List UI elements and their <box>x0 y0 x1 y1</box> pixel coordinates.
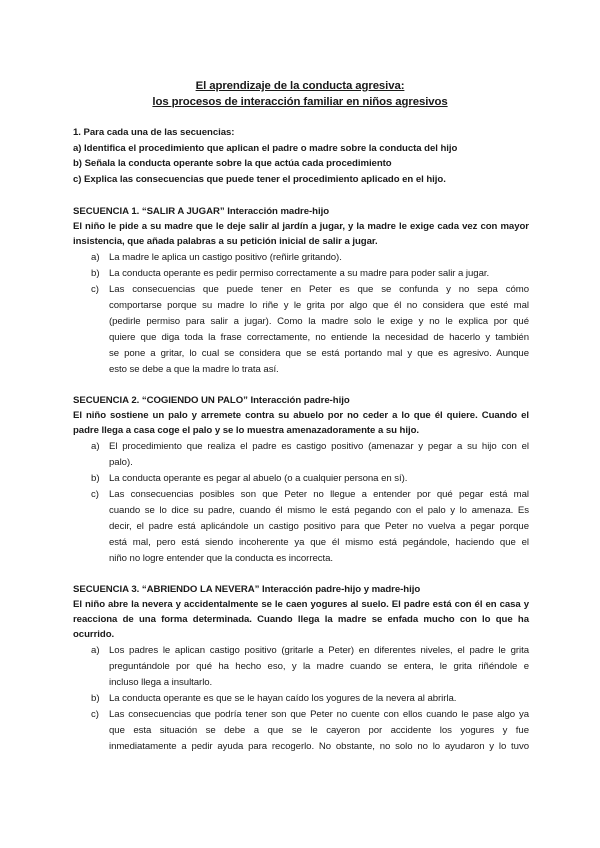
sequence-3-item-a-line: preguntándole por qué ha hecho eso, y la madre cuando se entera, le grita riñéndole e <box>109 661 529 672</box>
sequence-2-item-c-line: niño no logre entender que la conducta es incorrecta. <box>109 553 334 564</box>
sequence-3-description-line-3: ocurrido. <box>73 629 115 640</box>
sequence-3-item-c-line: Las consecuencias que podría tener son que Peter no cuente con ellos cuando le pase algo ya <box>109 709 529 720</box>
sequence-3-description-line-1: El niño abre la nevera y accidentalmente se le caen yogures al suelo. El padre está con él en casa y <box>73 599 529 610</box>
list-marker: b) <box>91 693 100 704</box>
sequence-1-description-line-1: El niño le pide a su madre que le deje salir al jardín a jugar, y la madre le exige cada vez con mayor <box>73 221 529 232</box>
sequence-1-item-c-line: (pedirle permiso para salir a jugar). Como la madre solo le exige y no le explica por qué <box>109 316 529 327</box>
sequence-1-heading <box>73 206 329 218</box>
sequence-2-description-line-2: padre llega a casa coge el palo y se lo muestra amenazadoramente a su hijo. <box>73 425 420 436</box>
sequence-3-item-a-line: incluso llega a insultarlo. <box>109 677 213 688</box>
sequence-1-item-c-line: Las consecuencias que puede tener en Peter es que se confunda y no sepa cómo <box>109 284 529 295</box>
list-marker: c) <box>91 709 99 720</box>
sequence-1-item-c-line: se pone a gritar, lo cual se considera que se está portando mal y que es agresivo. Aunque <box>109 348 529 359</box>
sequence-1-title: SECUENCIA 1. “SALIR A JUGAR” <box>73 206 225 217</box>
sequence-2-heading <box>73 395 350 407</box>
sequence-3-item-b: La conducta operante es que se le hayan caído los yogures de la nevera al abrirla. <box>109 693 457 704</box>
document-title-line-2: los procesos de interacción familiar en niños agresivos <box>152 96 448 108</box>
sequence-2-item-c-line: decir, el padre está aplicándole un castigo positivo para que Peter no vuelva a pegar porque <box>109 521 529 532</box>
list-marker: a) <box>91 645 100 656</box>
sequence-2-item-c-line: Las consecuencias posibles son que Peter no llegue a entender por qué pegar está mal <box>109 489 529 500</box>
sequence-3-item-c-line: que esta situación se debe a que se le cayeron por accidente los yogures y fue <box>109 725 529 736</box>
sequence-1-item-a: La madre le aplica un castigo positivo (reñirle gritando). <box>109 252 342 263</box>
sequence-2-description-line-1: El niño sostiene un palo y arremete contra su abuelo por no ceder a lo que él quiere. Cuando el <box>73 410 529 421</box>
document-title-line-1: El aprendizaje de la conducta agresiva: <box>195 80 405 92</box>
list-marker: b) <box>91 473 100 484</box>
list-marker: b) <box>91 268 100 279</box>
sequence-1-item-b: La conducta operante es pedir permiso correctamente a su madre para poder salir a jugar. <box>109 268 490 279</box>
sequence-2-item-b: La conducta operante es pegar al abuelo (o a cualquier persona en sí). <box>109 473 408 484</box>
instruction-b: b) Señala la conducta operante sobre la que actúa cada procedimiento <box>73 158 392 169</box>
sequence-2-title: SECUENCIA 2. “COGIENDO UN PALO” <box>73 395 248 406</box>
sequence-2-item-c-line: cuando se lo dice su padre, cuando él mismo le está pegando con el palo y lo amenaza. Es <box>109 505 529 516</box>
sequence-3-title: SECUENCIA 3. “ABRIENDO LA NEVERA” <box>73 584 260 595</box>
list-marker: c) <box>91 284 99 295</box>
sequence-1-description-line-2: insistencia, que añada palabras a su petición inicial de salir a jugar. <box>73 236 378 247</box>
list-marker: a) <box>91 441 100 452</box>
sequence-1-item-c-line: comportarse porque su madre lo riñe y le grita por algo que él no considera que esté mal <box>109 300 529 311</box>
sequence-1-item-c-line: quiere que diga toda la frase correctamente, no entiende la necesidad de hacerlo y también <box>109 332 529 343</box>
instructions-heading: 1. Para cada una de las secuencias: <box>73 127 235 138</box>
sequence-2-subtitle: Interacción padre-hijo <box>247 395 350 406</box>
sequence-3-item-a-line: Los padres le aplican castigo positivo (gritarle a Peter) en diferentes niveles, el padre le grita <box>109 645 529 656</box>
instruction-c: c) Explica las consecuencias que puede tener el procedimiento aplicado en el hijo. <box>73 174 446 185</box>
sequence-2-item-a-line: El procedimiento que realiza el padre es castigo positivo (amenazar y pegar a su hijo con el <box>109 441 529 452</box>
sequence-3-description-line-2: reacciona de una forma determinada. Cuando llega la madre se enfada mucho con lo que ha <box>73 614 529 625</box>
instruction-a: a) Identifica el procedimiento que aplican el padre o madre sobre la conducta del hijo <box>73 143 458 154</box>
sequence-3-subtitle: Interacción padre-hijo y madre-hijo <box>259 584 421 595</box>
sequence-3-item-c-line: inmediatamente a pedir ayuda para recogerlo. No obstante, no solo no lo ayudaron y lo tuvo <box>109 741 529 752</box>
sequence-2-item-c-line: está mal, pero está siendo incoherente ya que él mismo está pegándole, haciendo que el <box>109 537 529 548</box>
sequence-2-item-a-line: palo). <box>109 457 133 468</box>
sequence-3-heading <box>73 584 420 596</box>
sequence-1-subtitle: Interacción madre-hijo <box>224 206 329 217</box>
list-marker: c) <box>91 489 99 500</box>
list-marker: a) <box>91 252 100 263</box>
sequence-1-item-c-line: esto se debe a que la madre lo trata así. <box>109 364 279 375</box>
